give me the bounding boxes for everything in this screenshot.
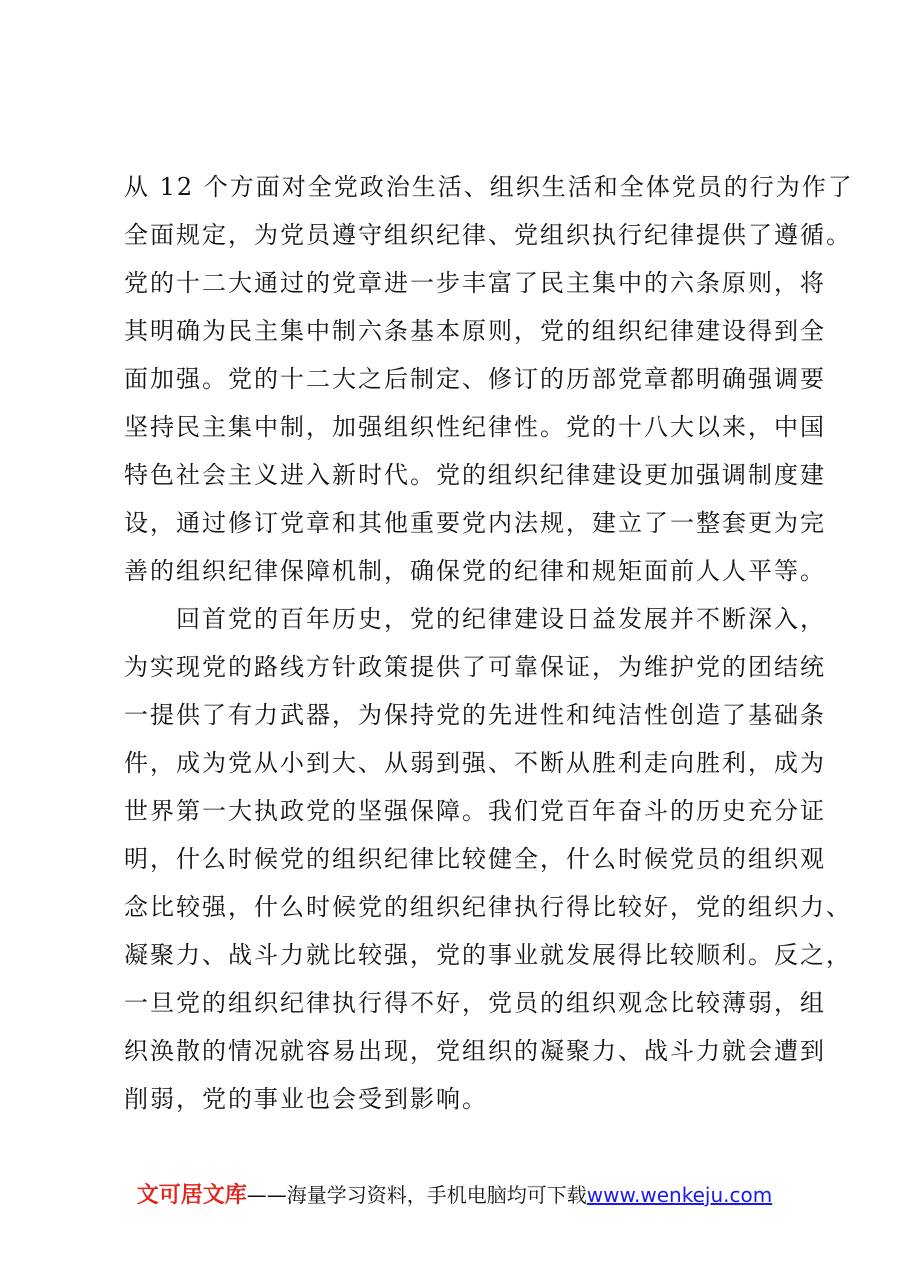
text-line: 其明确为民主集中制六条基本原则，党的组织纪律建设得到全 xyxy=(124,317,826,345)
text-line: 念比较强，什么时候党的组织纪律执行得比较好，党的组织力、 xyxy=(124,893,852,921)
text-line: 党的十二大通过的党章进一步丰富了民主集中的六条原则，将 xyxy=(124,269,826,297)
text-line: 全面规定，为党员遵守组织纪律、党组织执行纪律提供了遵循。 xyxy=(124,221,852,249)
text-line: 一提供了有力武器，为保持党的先进性和纯洁性创造了基础条 xyxy=(124,701,826,729)
text-line: 特色社会主义进入新时代。党的组织纪律建设更加强调制度建 xyxy=(124,461,826,489)
paragraph-start-line: 回首党的百年历史，党的纪律建设日益发展并不断深入， xyxy=(124,605,826,633)
document-body xyxy=(124,163,854,1123)
text-line: 件，成为党从小到大、从弱到强、不断从胜利走向胜利，成为 xyxy=(124,749,826,777)
text-line: 设，通过修订党章和其他重要党内法规，建立了一整套更为完 xyxy=(124,509,826,537)
text-line: 一旦党的组织纪律执行得不好，党员的组织观念比较薄弱，组 xyxy=(124,989,826,1017)
footer-url-link[interactable]: www.wenkeju.com xyxy=(586,1183,773,1207)
text-line: 坚持民主集中制，加强组织性纪律性。党的十八大以来，中国 xyxy=(124,413,826,441)
text-line: 凝聚力、战斗力就比较强，党的事业就发展得比较顺利。反之， xyxy=(124,941,852,969)
text-line: 明，什么时候党的组织纪律比较健全，什么时候党员的组织观 xyxy=(124,845,826,873)
text-line: 世界第一大执政党的坚强保障。我们党百年奋斗的历史充分证 xyxy=(124,797,826,825)
text-line: 面加强。党的十二大之后制定、修订的历部党章都明确强调要 xyxy=(124,365,826,393)
text-line: 善的组织纪律保障机制，确保党的纪律和规矩面前人人平等。 xyxy=(124,557,826,585)
footer-slogan: ——海量学习资料，手机电脑均可下载 xyxy=(246,1183,587,1207)
text-line: 削弱，党的事业也会受到影响。 xyxy=(124,1085,488,1113)
text-line: 为实现党的路线方针政策提供了可靠保证，为维护党的团结统 xyxy=(124,653,826,681)
footer-brand: 文可居文库 xyxy=(136,1183,247,1208)
text-line: 织涣散的情况就容易出现，党组织的凝聚力、战斗力就会遭到 xyxy=(124,1037,826,1065)
text-line: 从 12 个方面对全党政治生活、组织生活和全体党员的行为作了 xyxy=(124,173,854,201)
footer-banner xyxy=(0,1177,909,1214)
